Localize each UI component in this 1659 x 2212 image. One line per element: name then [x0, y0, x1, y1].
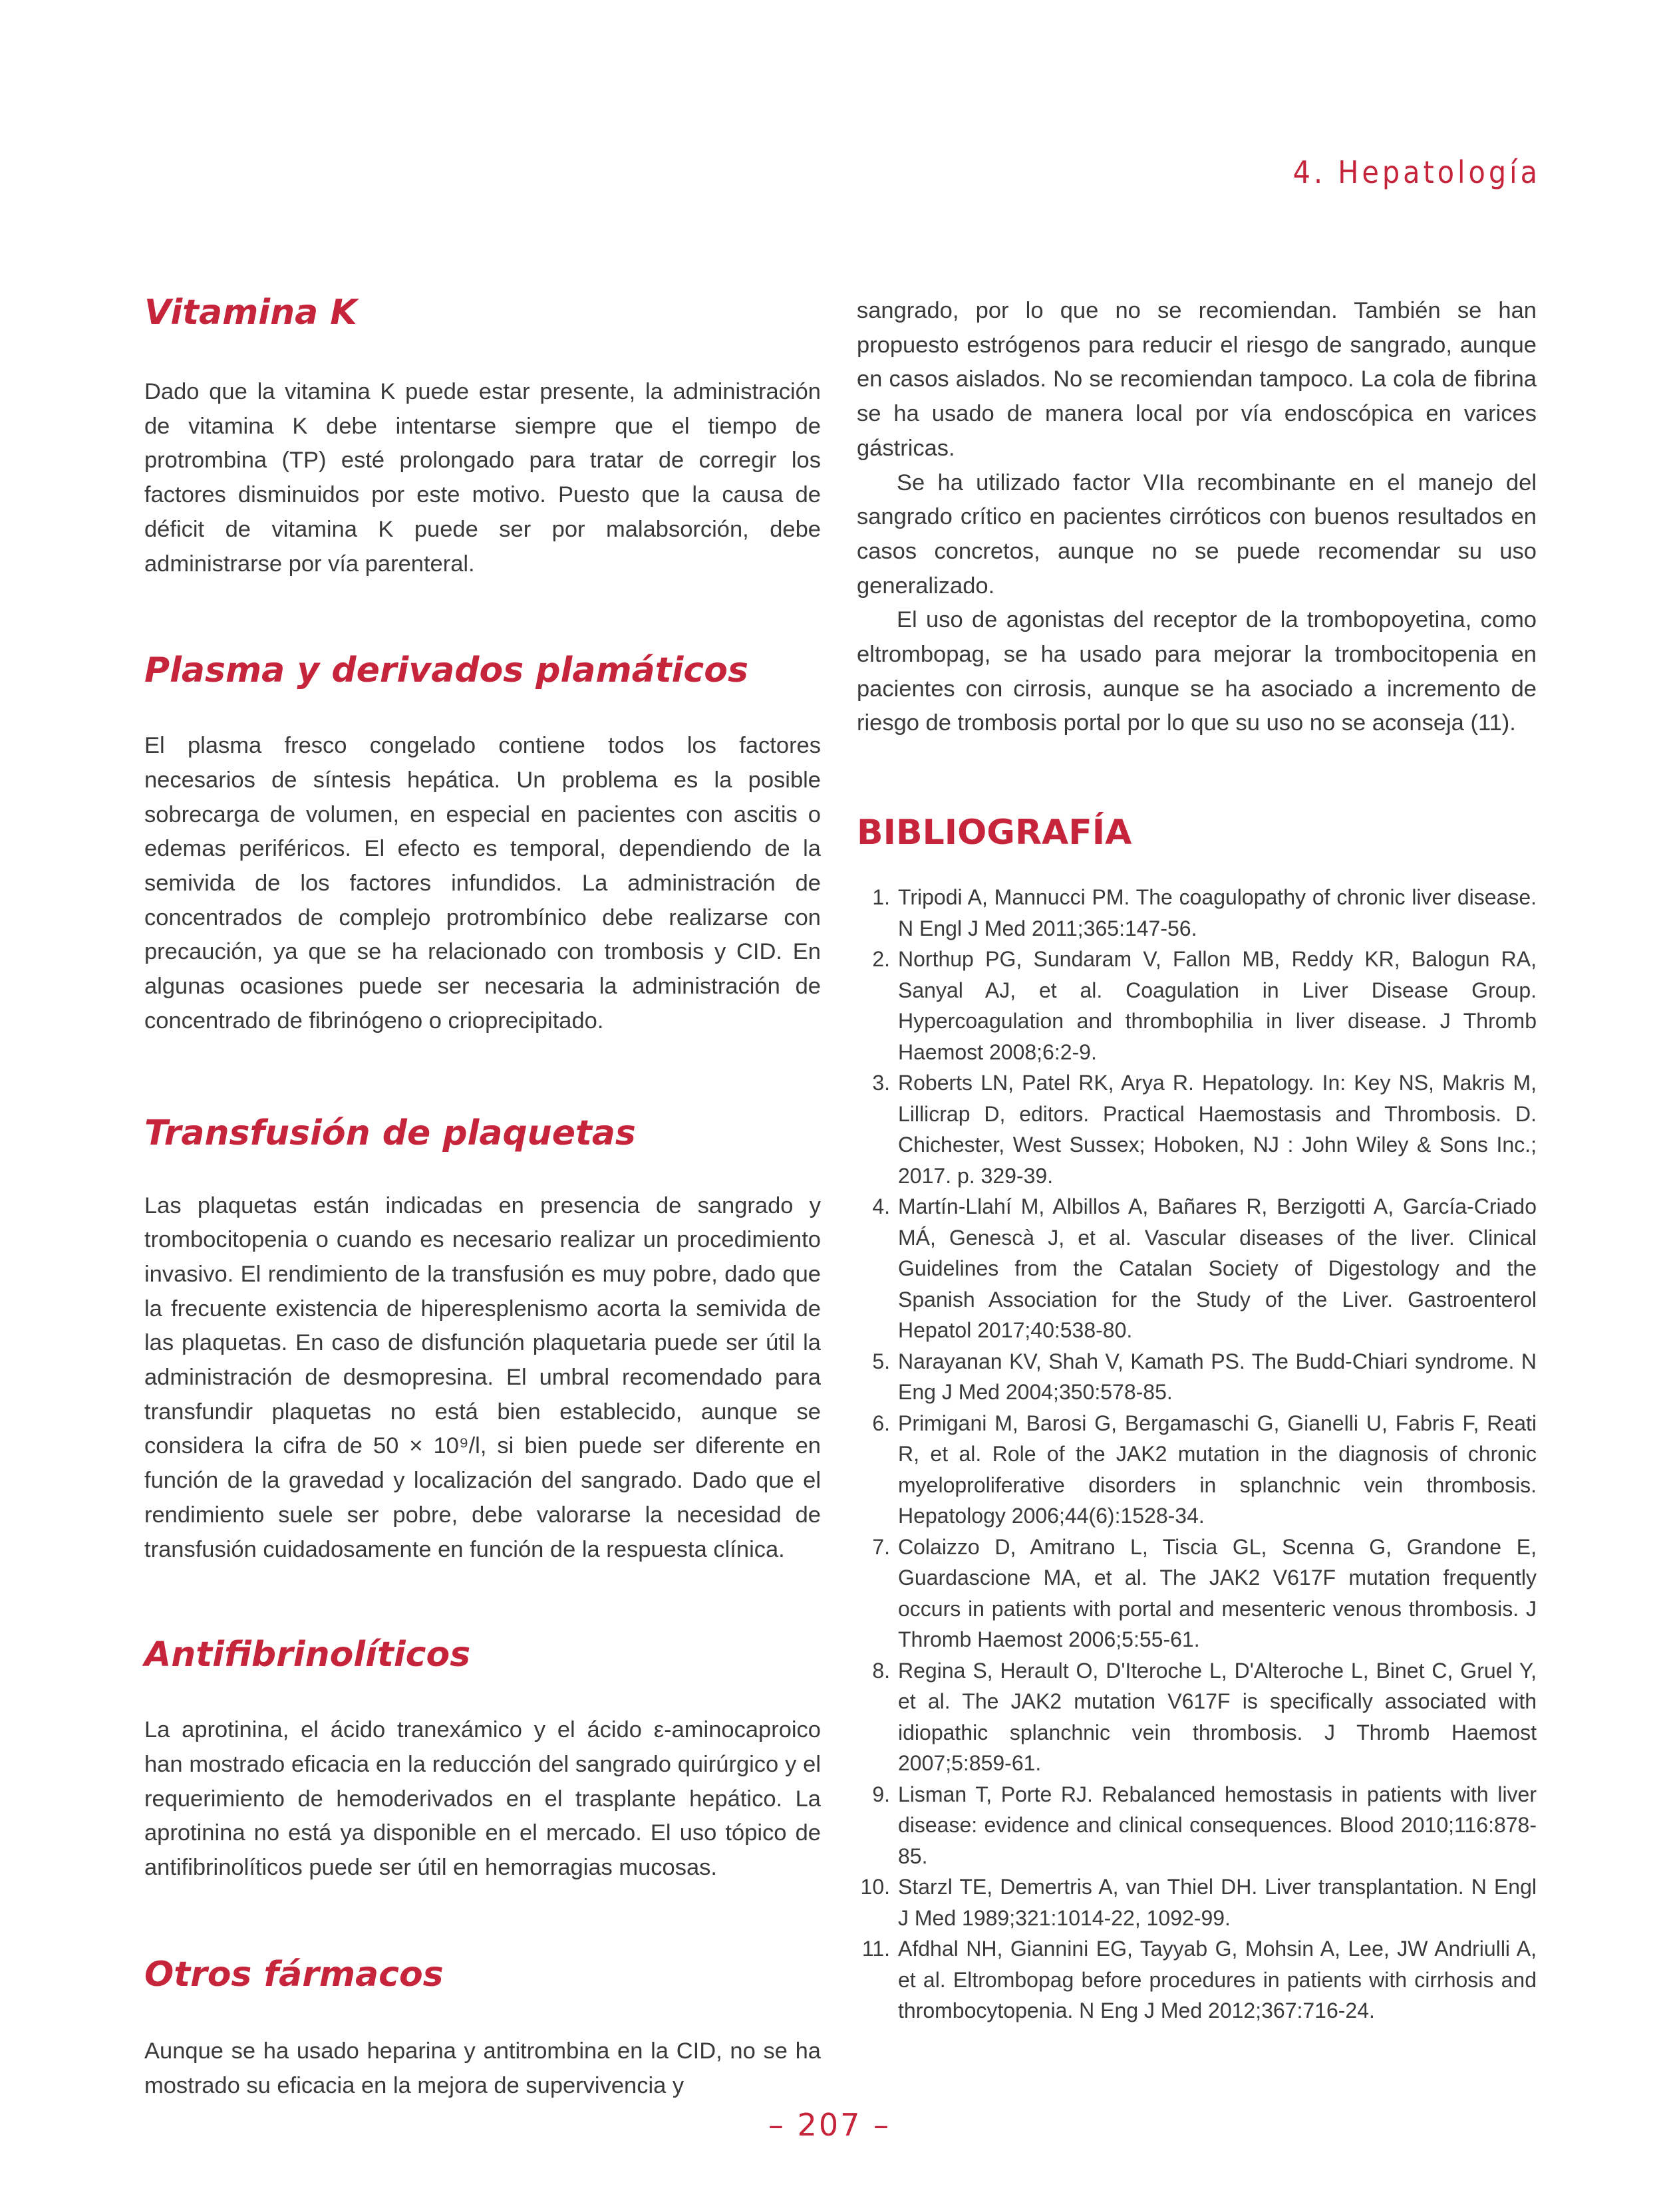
- section-heading-otros-farmacos: Otros fármacos: [144, 1954, 444, 1995]
- paragraph-trombopoyetina: El uso de agonistas del receptor de la trombopoyetina, como eltrombopag, se ha usado para mejorar la trombocitopenia en pacientes con cirrosis, aunque se ha asociado a incremento de riesgo de trombosis portal por lo que su uso no se aconseja (11).: [857, 607, 1537, 736]
- reference-item: [857, 1532, 1537, 1655]
- reference-number: 7.: [872, 1534, 890, 1559]
- reference-text: Afdhal NH, Giannini EG, Tayyab G, Mohsin A, Lee, JW Andriulli A, et al. Eltrombopag before procedures in patients with cirrhosis and thrombocytopenia. N Eng J Med 2012;367:716-24.: [898, 1937, 1537, 2023]
- right-column: [857, 294, 1537, 2026]
- reference-item: [857, 1655, 1537, 1779]
- paragraph-otros-farmacos: Aunque se ha usado heparina y antitrombina en la CID, no se ha mostrado su eficacia en la mejora de supervivencia y: [144, 2038, 821, 2098]
- reference-number: 5.: [872, 1349, 890, 1373]
- reference-number: 10.: [860, 1875, 890, 1899]
- paragraph-plasma: El plasma fresco congelado contiene todos los factores necesarios de síntesis hepática. Un problema es la posible sobrecarga de volumen, en especial en pacientes con ascitis o edemas periféricos. El efecto es temporal, dependiendo de la semivida de los factores infundidos. La administración de concentrados de complejo protrombínico debe realizarse con precaución, ya que se ha relacionado con trombosis y CID. En algunas ocasiones puede ser necesaria la administración de concentrado de fibrinógeno o crioprecipitado.: [144, 733, 821, 1034]
- reference-text: Lisman T, Porte RJ. Rebalanced hemostasis in patients with liver disease: evidence and clinical consequences. Blood 2010;116:878-85.: [898, 1782, 1537, 1868]
- reference-item: [857, 1408, 1537, 1532]
- reference-text: Roberts LN, Patel RK, Arya R. Hepatology. In: Key NS, Makris M, Lillicrap D, editors. Practical Haemostasis and Thrombosis. D. Chichester, West Sussex; Hoboken, NJ : John Wiley & Sons Inc.; 2017. p. 329-39.: [898, 1071, 1537, 1188]
- reference-item: [857, 1346, 1537, 1408]
- reference-number: 1.: [872, 885, 890, 910]
- reference-text: Martín-Llahí M, Albillos A, Bañares R, Berzigotti A, García-Criado MÁ, Genescà J, et al. Vascular diseases of the liver. Clinical Guidelines from the Catalan Society of Digestology and the Spanish Association for the Study of the Liver. Gastroenterol Hepatol 2017;40:538-80.: [898, 1194, 1537, 1343]
- page-number: – 207 –: [768, 2107, 891, 2143]
- reference-text: Primigani M, Barosi G, Bergamaschi G, Gianelli U, Fabris F, Reati R, et al. Role of the JAK2 mutation in the diagnosis of chronic myeloproliferative disorders in splanchnic vein thrombosis. Hepatology 2006;44(6):1528-34.: [898, 1411, 1537, 1528]
- reference-number: 4.: [872, 1194, 890, 1219]
- section-heading-vitamina-k: Vitamina K: [144, 293, 357, 333]
- reference-number: 9.: [872, 1782, 890, 1806]
- reference-list: [857, 882, 1537, 2026]
- reference-number: 3.: [872, 1071, 890, 1095]
- reference-number: 2.: [872, 947, 890, 972]
- reference-item: [857, 1067, 1537, 1191]
- reference-item: [857, 1191, 1537, 1346]
- section-heading-plasma: Plasma y derivados plamáticos: [144, 650, 748, 691]
- paragraph-antifibrinoliticos: La aprotinina, el ácido tranexámico y el ácido ε-aminocaproico han mostrado eficacia en la reducción del sangrado quirúrgico y el requerimiento de hemoderivados en el trasplante hepático. La aprotinina no está ya disponible en el mercado. El uso tópico de antifibrinolíticos puede ser útil en hemorragias mucosas.: [144, 1717, 821, 1881]
- reference-item: [857, 1933, 1537, 2026]
- running-header: 4. Hepatología: [1292, 154, 1541, 190]
- reference-item: [857, 944, 1537, 1067]
- reference-text: Narayanan KV, Shah V, Kamath PS. The Budd-Chiari syndrome. N Eng J Med 2004;350:578-85.: [898, 1349, 1537, 1405]
- paragraph-continuation: sangrado, por lo que no se recomiendan. También se han propuesto estrógenos para reducir el riesgo de sangrado, aunque en casos aislados. No se recomiendan tampoco. La cola de fibrina se ha usado de manera local por vía endoscópica en varices gástricas.: [857, 298, 1537, 461]
- paragraph-plaquetas: Las plaquetas están indicadas en presencia de sangrado y trombocitopenia o cuando es necesario realizar un procedimiento invasivo. El rendimiento de la transfusión es muy pobre, dado que la frecuente existencia de hiperesplenismo acorta la semivida de las plaquetas. En caso de disfunción plaquetaria puede ser útil la administración de desmopresina. El umbral recomendado para transfundir plaquetas no está bien establecido, aunque se considera la cifra de 50 × 10⁹/l, si bien puede ser diferente en función de la gravedad y localización del sangrado. Dado que el rendimiento suele ser pobre, debe valorarse la necesidad de transfusión cuidadosamente en función de la respuesta clínica.: [144, 1192, 821, 1562]
- reference-text: Starzl TE, Demertris A, van Thiel DH. Liver transplantation. N Engl J Med 1989;321:1014-22, 1092-99.: [898, 1875, 1537, 1930]
- left-column: [144, 293, 821, 2103]
- reference-item: [857, 1871, 1537, 1933]
- paragraph-vitamina-k: Dado que la vitamina K puede estar presente, la administración de vitamina K debe intentarse siempre que el tiempo de protrombina (TP) esté prolongado para tratar de corregir los factores disminuidos por este motivo. Puesto que la causa de déficit de vitamina K puede ser por malabsorción, debe administrarse por vía parenteral.: [144, 379, 821, 577]
- reference-item: [857, 882, 1537, 944]
- bibliography-heading: BIBLIOGRAFÍA: [857, 813, 1132, 853]
- reference-text: Regina S, Herault O, D'Iteroche L, D'Alteroche L, Binet C, Gruel Y, et al. The JAK2 mutation V617F is specifically associated with idiopathic splanchnic vein thrombosis. J Thromb Haemost 2007;5:859-61.: [898, 1658, 1537, 1776]
- reference-text: Colaizzo D, Amitrano L, Tiscia GL, Scenna G, Grandone E, Guardascione MA, et al. The JAK2 V617F mutation frequently occurs in patients with portal and mesenteric venous thrombosis. J Thromb Haemost 2006;5:55-61.: [898, 1534, 1537, 1652]
- section-heading-antifibrinoliticos: Antifibrinolíticos: [144, 1635, 471, 1675]
- reference-item: [857, 1779, 1537, 1872]
- reference-text: Northup PG, Sundaram V, Fallon MB, Reddy KR, Balogun RA, Sanyal AJ, et al. Coagulation in Liver Disease Group. Hypercoagulation and thrombophilia in liver disease. J Thromb Haemost 2008;6:2-9.: [898, 947, 1537, 1064]
- reference-number: 6.: [872, 1411, 890, 1435]
- section-heading-plaquetas: Transfusión de plaquetas: [144, 1113, 636, 1153]
- reference-number: 11.: [861, 1937, 890, 1961]
- paragraph-factor-viia: Se ha utilizado factor VIIa recombinante en el manejo del sangrado crítico en pacientes cirróticos con buenos resultados en casos concretos, aunque no se puede recomendar su uso generalizado.: [857, 470, 1537, 599]
- reference-text: Tripodi A, Mannucci PM. The coagulopathy of chronic liver disease. N Engl J Med 2011;365:147-56.: [898, 885, 1537, 940]
- reference-number: 8.: [872, 1658, 890, 1683]
